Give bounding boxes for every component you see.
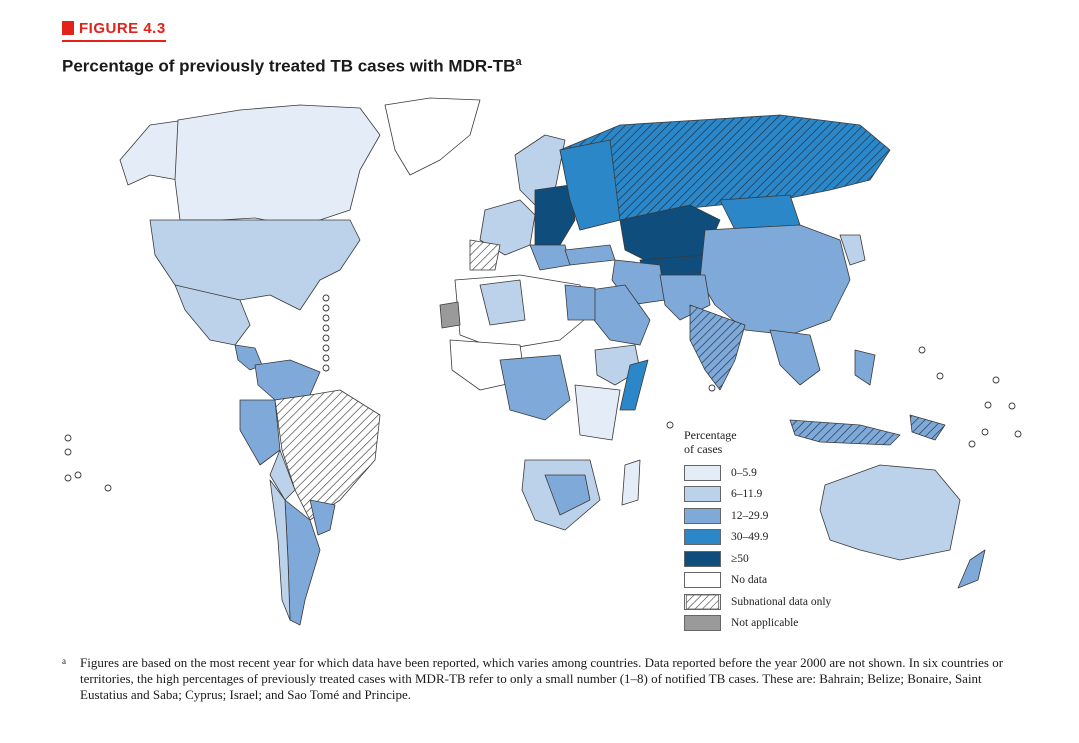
island-marker	[75, 472, 81, 478]
legend-item	[684, 591, 884, 613]
region-madagascar	[622, 460, 640, 505]
region-new-zealand	[958, 550, 985, 588]
region-png	[910, 415, 945, 440]
legend-label: Not applicable	[731, 617, 799, 630]
figure-marker-square	[62, 21, 74, 35]
legend-label: 12–29.9	[731, 509, 769, 522]
island-marker	[667, 422, 673, 428]
island-marker	[985, 402, 991, 408]
legend-swatch	[684, 615, 721, 631]
island-marker	[323, 345, 329, 351]
island-marker	[65, 475, 71, 481]
figure-rule	[62, 40, 166, 42]
title-footnote-mark: a	[515, 56, 522, 68]
island-marker	[323, 355, 329, 361]
legend-item	[684, 570, 884, 592]
figure-label: FIGURE 4.3	[79, 19, 166, 37]
region-southeast-asia	[770, 330, 820, 385]
region-peru	[240, 400, 280, 465]
island-marker	[1015, 431, 1021, 437]
region-turkey	[565, 245, 615, 265]
legend-item	[684, 505, 884, 527]
legend-item	[684, 548, 884, 570]
legend-label: 6–11.9	[731, 488, 763, 501]
legend-item	[684, 462, 884, 484]
legend-swatch	[684, 572, 721, 588]
island-marker	[65, 449, 71, 455]
legend-swatch	[684, 508, 721, 524]
legend-swatch	[684, 529, 721, 545]
footnote-mark: a	[62, 656, 66, 666]
island-marker	[1009, 403, 1015, 409]
island-marker	[993, 377, 999, 383]
legend-swatch	[684, 465, 721, 481]
island-marker	[323, 335, 329, 341]
region-canada	[175, 105, 380, 225]
figure-title	[62, 56, 522, 77]
legend-item	[684, 527, 884, 549]
island-marker	[323, 325, 329, 331]
island-marker	[323, 315, 329, 321]
region-western-sahara	[440, 302, 460, 328]
region-iberia	[470, 240, 500, 270]
region-colombia-venezuela	[255, 360, 320, 400]
legend-title-line2: of cases	[684, 442, 723, 456]
island-marker	[65, 435, 71, 441]
island-marker	[919, 347, 925, 353]
legend-swatch-hatched	[684, 594, 721, 610]
region-paraguay-uruguay	[310, 500, 335, 535]
region-egypt	[565, 285, 595, 320]
legend-swatch	[684, 486, 721, 502]
legend-item	[684, 484, 884, 506]
island-marker	[937, 373, 943, 379]
figure-title-text: Percentage of previously treated TB cases with MDR-TB	[62, 56, 516, 76]
region-mongolia	[720, 195, 800, 230]
island-marker	[982, 429, 988, 435]
region-balkans	[530, 245, 570, 270]
world-map	[0, 80, 1079, 640]
legend-title	[684, 428, 884, 456]
legend-item	[684, 613, 884, 635]
island-marker	[709, 385, 715, 391]
region-chile	[270, 480, 290, 620]
region-philippines	[855, 350, 875, 385]
figure-tag	[62, 17, 166, 39]
island-marker	[323, 365, 329, 371]
region-brazil	[275, 390, 380, 520]
footnote	[62, 655, 1022, 703]
legend-label: Subnational data only	[731, 595, 832, 608]
region-east-africa	[575, 385, 620, 440]
legend-label: 0–5.9	[731, 466, 757, 479]
legend-swatch	[684, 551, 721, 567]
legend-label: 30–49.9	[731, 531, 769, 544]
map-legend	[684, 428, 884, 634]
region-greenland	[385, 98, 480, 175]
island-marker	[969, 441, 975, 447]
legend-label: ≥50	[731, 552, 749, 565]
legend-title-line1: Percentage	[684, 428, 737, 442]
footnote-text: Figures are based on the most recent year for which data have been reported, which varies among countries. Data reported before the year 2000 are not shown. In six countries or territories, the high percentages of previously treated cases with MDR-TB refer to only a small number (1–8) of notified TB cases. These are: Bahrain; Belize; Bonaire, Saint Eustatius and Saba; Cyprus; Israel; and Sao Tomé and Principe.	[80, 655, 1004, 702]
island-marker	[105, 485, 111, 491]
island-marker	[323, 295, 329, 301]
region-central-africa	[500, 355, 570, 420]
legend-label: No data	[731, 574, 768, 587]
island-marker	[323, 305, 329, 311]
